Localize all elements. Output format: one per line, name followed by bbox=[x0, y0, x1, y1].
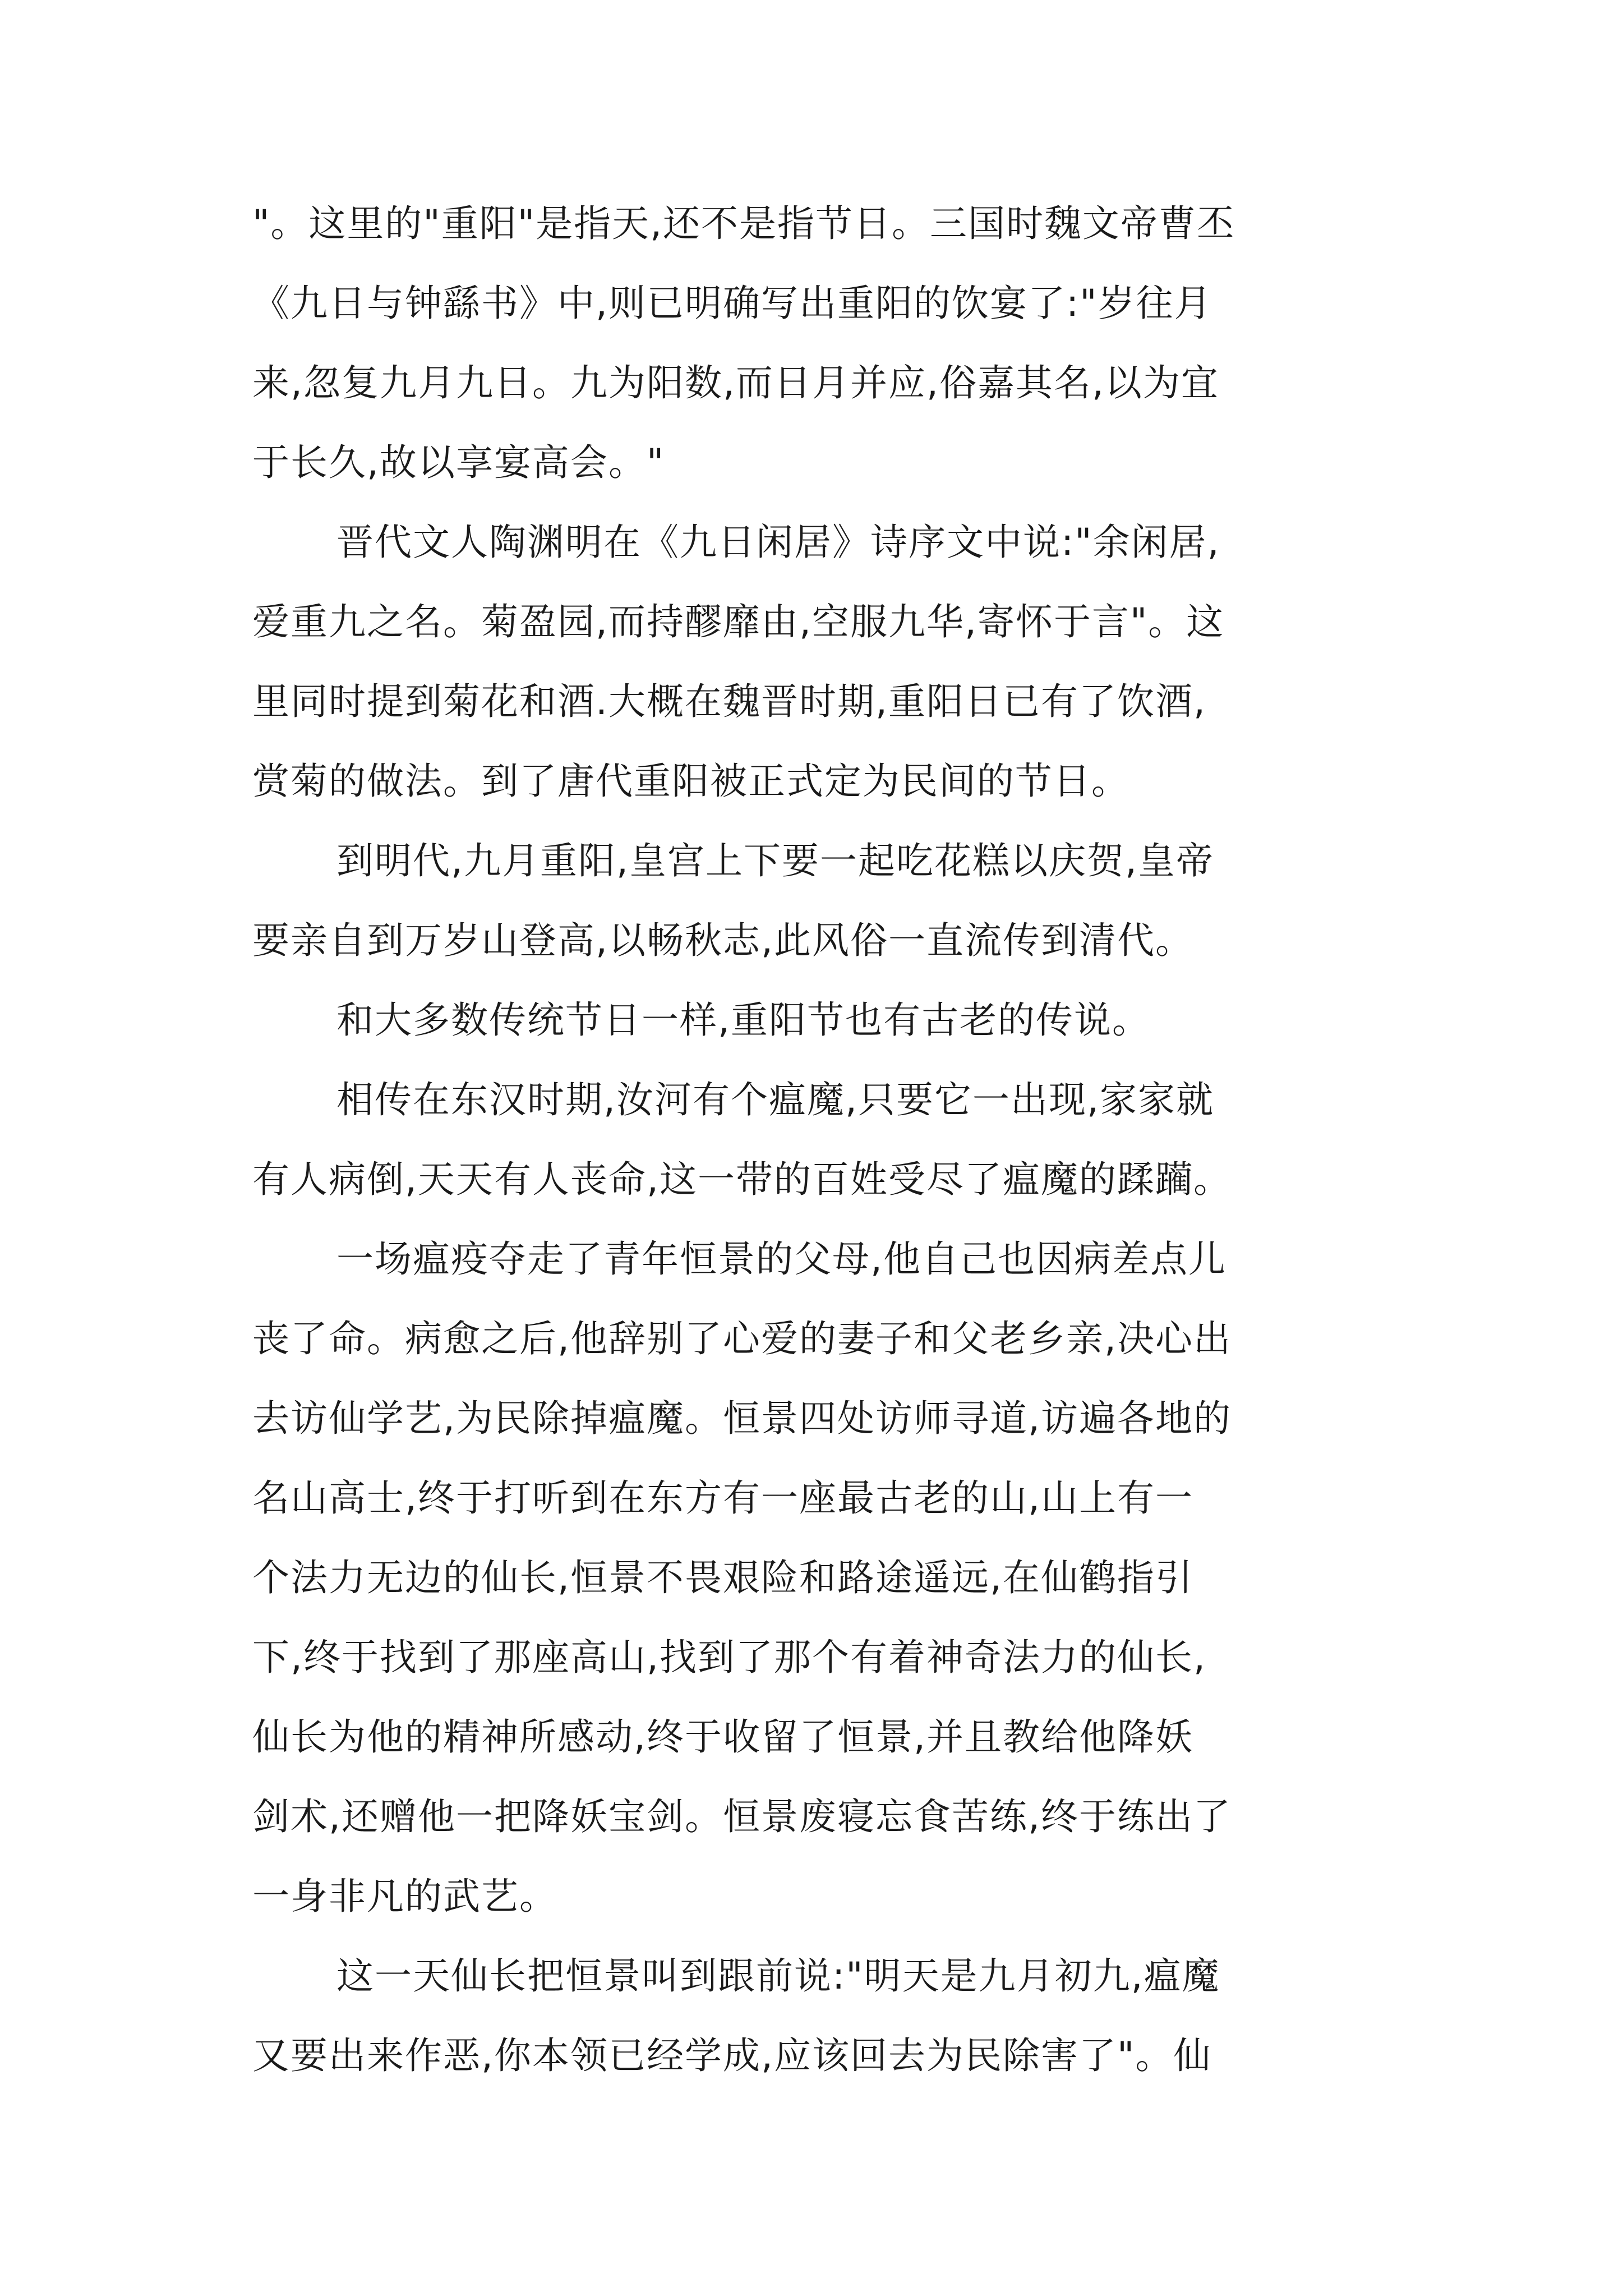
text-line: 个法力无边的仙长,恒景不畏艰险和路途遥远,在仙鹤指引 bbox=[252, 1556, 1193, 1599]
text-line: 去访仙学艺,为民除掉瘟魔。恒景四处访师寻道,访遍各地的 bbox=[252, 1397, 1232, 1440]
text-line: 要亲自到万岁山登高,以畅秋志,此风俗一直流传到清代。 bbox=[252, 919, 1193, 962]
paragraph-first-line: 晋代文人陶渊明在《九日闲居》诗序文中说:"余闲居, bbox=[336, 521, 1220, 564]
text-line: 于长久,故以享宴高会。" bbox=[252, 441, 665, 484]
paragraph-first-line: 相传在东汉时期,汝河有个瘟魔,只要它一出现,家家就 bbox=[336, 1078, 1214, 1121]
text-line: 仙长为他的精神所感动,终于收留了恒景,并且教给他降妖 bbox=[252, 1715, 1193, 1759]
paragraph-first-line: 一场瘟疫夺走了青年恒景的父母,他自己也因病差点儿 bbox=[336, 1237, 1227, 1281]
text-line: 名山高士,终于打听到在东方有一座最古老的山,山上有一 bbox=[252, 1476, 1193, 1520]
paragraph-first-line: 这一天仙长把恒景叫到跟前说:"明天是九月初九,瘟魔 bbox=[336, 1954, 1220, 1998]
text-line: 一身非凡的武艺。 bbox=[252, 1875, 557, 1918]
text-line: 下,终于找到了那座高山,找到了那个有着神奇法力的仙长, bbox=[252, 1636, 1206, 1679]
text-line: 里同时提到菊花和酒.大概在魏晋时期,重阳日已有了饮酒, bbox=[252, 680, 1206, 723]
text-line: 赏菊的做法。到了唐代重阳被正式定为民间的节日。 bbox=[252, 760, 1129, 803]
text-line: 《九日与钟繇书》中,则已明确写出重阳的饮宴了:"岁往月 bbox=[252, 282, 1212, 325]
text-line: 丧了命。病愈之后,他辞别了心爱的妻子和父老乡亲,决心出 bbox=[252, 1317, 1232, 1360]
text-line: 来,忽复九月九日。九为阳数,而日月并应,俗嘉其名,以为宜 bbox=[252, 361, 1219, 404]
text-line: 又要出来作恶,你本领已经学成,应该回去为民除害了"。仙 bbox=[252, 2034, 1212, 2077]
paragraph-first-line: 和大多数传统节日一样,重阳节也有古老的传说。 bbox=[336, 999, 1150, 1042]
text-line: "。这里的"重阳"是指天,还不是指节日。三国时魏文帝曹丕 bbox=[252, 202, 1235, 245]
paragraph-first-line: 到明代,九月重阳,皇宫上下要一起吃花糕以庆贺,皇帝 bbox=[336, 839, 1214, 882]
text-line: 爱重九之名。菊盈园,而持醪靡由,空服九华,寄怀于言"。这 bbox=[252, 600, 1225, 643]
text-line: 剑术,还赠他一把降妖宝剑。恒景废寝忘食苦练,终于练出了 bbox=[252, 1795, 1232, 1838]
text-line: 有人病倒,天天有人丧命,这一带的百姓受尽了瘟魔的蹂躏。 bbox=[252, 1158, 1232, 1201]
